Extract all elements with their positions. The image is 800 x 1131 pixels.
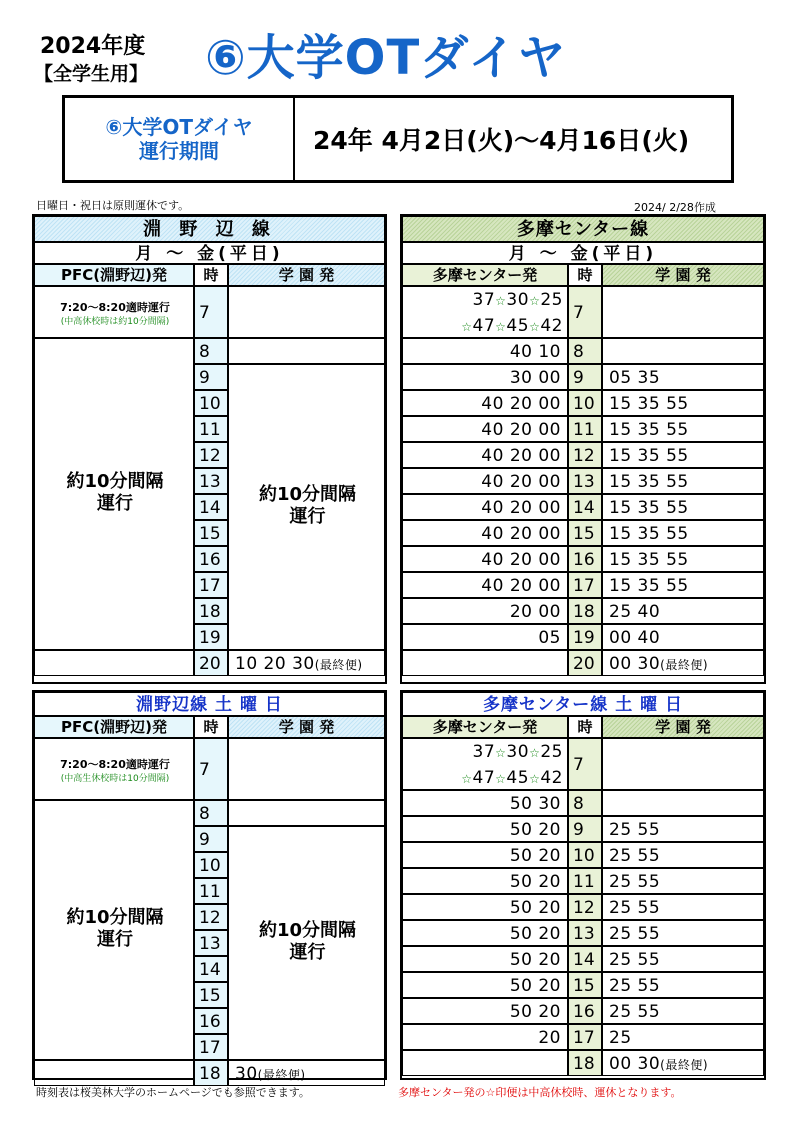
to-times: 15 35 55 <box>609 498 689 518</box>
to-times: 15 35 55 <box>609 550 689 570</box>
hour-cell: 14 <box>194 494 228 520</box>
hour-cell: 12 <box>568 442 602 468</box>
from-cell: 50 20 <box>402 842 568 868</box>
period-label-line1: ⑥大学OTダイヤ <box>105 115 253 139</box>
to-times: 25 55 <box>609 820 661 840</box>
to-times: 25 55 <box>609 898 661 918</box>
to-cell <box>602 390 764 416</box>
interval-line2: 運行 <box>289 942 326 963</box>
from-cell: 50 20 <box>402 920 568 946</box>
rush-note: (中高生休校時は10分間隔) <box>60 774 170 784</box>
hour-cell: 13 <box>568 920 602 946</box>
hour-cell: 15 <box>568 520 602 546</box>
day-title: 月 ～ 金(平日) <box>402 242 764 264</box>
line-title: 多摩センター線 <box>402 216 764 242</box>
from-times-b: ☆47☆45☆42 <box>461 316 563 336</box>
to-times: 25 40 <box>609 602 661 622</box>
rush-text: 7:20～8:20適時運行 <box>60 758 170 771</box>
hour-cell: 8 <box>194 800 228 826</box>
col-hour-header: 時 <box>194 716 228 738</box>
from-cell: 50 20 <box>402 946 568 972</box>
hour-cell: 17 <box>194 572 228 598</box>
last-note: (最終便) <box>660 1058 709 1072</box>
hour-cell: 14 <box>568 946 602 972</box>
from-cell: 50 30 <box>402 790 568 816</box>
col-from-header: 多摩センター発 <box>402 264 568 286</box>
to-blank-7 <box>228 286 385 338</box>
saturday-title: 多摩センター線 土 曜 日 <box>402 692 764 716</box>
hour-cell: 18 <box>568 598 602 624</box>
line-title: 淵 野 辺 線 <box>34 216 385 242</box>
to-times: 15 35 55 <box>609 446 689 466</box>
hour-cell: 10 <box>194 390 228 416</box>
to-times: 25 55 <box>609 924 661 944</box>
fuchinobe-saturday-panel <box>32 690 387 1084</box>
hour-cell: 9 <box>568 816 602 842</box>
hour-cell: 17 <box>194 1034 228 1060</box>
hour-cell: 16 <box>194 1008 228 1034</box>
period-value: 24年 4月2日(火)～4月16日(火) <box>313 126 690 155</box>
to-cell <box>602 624 764 650</box>
hour-cell: 16 <box>568 546 602 572</box>
footer-note-left: 時刻表は桜美林大学のホームページでも参照できます。 <box>36 1086 310 1099</box>
from-last-row <box>34 650 194 676</box>
hour-cell: 15 <box>194 520 228 546</box>
to-times: 15 35 55 <box>609 394 689 414</box>
to-times: 00 30 <box>609 654 661 674</box>
to-cell <box>602 842 764 868</box>
from-cell: 50 20 <box>402 972 568 998</box>
to-times: 25 55 <box>609 846 661 866</box>
from-cell: 40 20 00 <box>402 494 568 520</box>
from-cell: 40 20 00 <box>402 468 568 494</box>
hour-cell: 11 <box>194 878 228 904</box>
interval-line1: 約10分間隔 <box>66 907 164 928</box>
from-times-b: ☆47☆45☆42 <box>461 768 563 788</box>
hour-cell: 15 <box>194 982 228 1008</box>
to-times: 15 35 55 <box>609 472 689 492</box>
to-times: 15 35 55 <box>609 420 689 440</box>
hour-cell: 7 <box>194 738 228 800</box>
from-times-a: 37☆30☆25 <box>472 290 563 310</box>
from-cell: 40 20 00 <box>402 416 568 442</box>
to-cell <box>602 416 764 442</box>
to-cell <box>602 338 764 364</box>
col-hour-header: 時 <box>568 264 602 286</box>
to-cell <box>602 598 764 624</box>
from-cell: 50 20 <box>402 894 568 920</box>
created-date: 2024/ 2/28作成 <box>634 201 716 214</box>
from-cell: 50 20 <box>402 998 568 1024</box>
col-to-header: 学 園 発 <box>228 264 385 286</box>
to-times: 05 35 <box>609 368 661 388</box>
to-times: 15 35 55 <box>609 576 689 596</box>
hour-cell: 13 <box>194 930 228 956</box>
hour-cell: 18 <box>194 1060 228 1086</box>
from-cell: 40 20 00 <box>402 390 568 416</box>
from-cell: 50 20 <box>402 816 568 842</box>
page-title: ⑥大学OTダイヤ <box>205 30 567 86</box>
from-cell <box>402 1050 568 1076</box>
footer-note-right: 多摩センター発の☆印便は中高休校時、運休となります。 <box>398 1086 682 1099</box>
interval-line1: 約10分間隔 <box>258 484 357 505</box>
rush-note: (中高休校時は約10分間隔) <box>60 317 170 327</box>
from-cell: 40 10 <box>402 338 568 364</box>
to-interval-block <box>228 826 385 1060</box>
col-from-header: PFC(淵野辺)発 <box>34 716 194 738</box>
hour-cell: 13 <box>194 468 228 494</box>
hour-cell: 12 <box>194 442 228 468</box>
col-to-header: 学 園 発 <box>228 716 385 738</box>
to-cell <box>602 286 764 338</box>
to-times: 25 55 <box>609 872 661 892</box>
tama-saturday-panel <box>400 690 766 1080</box>
hour-cell: 7 <box>568 286 602 338</box>
to-times: 25 <box>609 1028 632 1048</box>
hour-cell: 8 <box>194 338 228 364</box>
to-cell <box>602 1024 764 1050</box>
hour-cell: 18 <box>194 598 228 624</box>
hour-cell: 12 <box>194 904 228 930</box>
hour-cell: 9 <box>194 364 228 390</box>
from-cell: 50 20 <box>402 868 568 894</box>
from-interval-block <box>34 338 194 650</box>
day-title: 月 ～ 金(平日) <box>34 242 385 264</box>
rush-text: 7:20～8:20適時運行 <box>60 301 170 314</box>
from-cell <box>402 286 568 338</box>
hour-cell: 11 <box>568 416 602 442</box>
to-cell <box>602 364 764 390</box>
interval-line1: 約10分間隔 <box>66 471 164 492</box>
hour-cell: 9 <box>194 826 228 852</box>
hour-cell: 13 <box>568 468 602 494</box>
tama-weekday-panel <box>400 214 766 684</box>
to-times: 00 40 <box>609 628 661 648</box>
hour-cell: 14 <box>568 494 602 520</box>
to-blank-8 <box>228 800 385 826</box>
hour-cell: 11 <box>194 416 228 442</box>
hour-cell: 15 <box>568 972 602 998</box>
header-year: 2024年度 <box>40 34 146 59</box>
from-cell: 30 00 <box>402 364 568 390</box>
to-times: 15 35 55 <box>609 524 689 544</box>
rush-block <box>34 286 194 338</box>
hour-cell: 9 <box>568 364 602 390</box>
to-cell <box>602 998 764 1024</box>
from-cell: 40 20 00 <box>402 546 568 572</box>
to-times: 25 55 <box>609 976 661 996</box>
hour-cell: 7 <box>194 286 228 338</box>
last-times: 10 20 30 <box>235 654 315 674</box>
to-cell <box>602 1050 764 1076</box>
interval-line2: 運行 <box>97 929 133 950</box>
col-to-header: 学 園 発 <box>602 716 764 738</box>
hour-cell: 17 <box>568 572 602 598</box>
to-cell <box>602 790 764 816</box>
period-label-line2: 運行期間 <box>139 139 219 163</box>
period-box <box>62 95 734 183</box>
from-cell <box>402 738 568 790</box>
interval-line1: 約10分間隔 <box>258 920 357 941</box>
last-note: (最終便) <box>257 1068 306 1082</box>
hour-cell: 18 <box>568 1050 602 1076</box>
to-cell <box>602 946 764 972</box>
to-cell <box>602 442 764 468</box>
from-cell: 40 20 00 <box>402 520 568 546</box>
to-times: 25 55 <box>609 950 661 970</box>
from-last-row <box>34 1060 194 1086</box>
fuchinobe-weekday-panel <box>32 214 387 684</box>
hour-cell: 10 <box>568 390 602 416</box>
hour-cell: 20 <box>568 650 602 676</box>
hour-cell: 19 <box>568 624 602 650</box>
to-cell <box>602 868 764 894</box>
col-hour-header: 時 <box>194 264 228 286</box>
to-cell <box>602 572 764 598</box>
to-cell <box>602 738 764 790</box>
hour-cell: 11 <box>568 868 602 894</box>
to-cell <box>602 546 764 572</box>
col-to-header: 学 園 発 <box>602 264 764 286</box>
rush-block <box>34 738 194 800</box>
col-from-header: PFC(淵野辺)発 <box>34 264 194 286</box>
from-times-a: 37☆30☆25 <box>472 742 563 762</box>
hour-cell: 8 <box>568 338 602 364</box>
hour-cell: 20 <box>194 650 228 676</box>
from-cell: 20 00 <box>402 598 568 624</box>
to-last-row <box>228 1060 385 1086</box>
hour-cell: 12 <box>568 894 602 920</box>
from-cell: 40 20 00 <box>402 442 568 468</box>
hour-cell: 8 <box>568 790 602 816</box>
to-blank-7 <box>228 738 385 800</box>
saturday-title: 淵野辺線 土 曜 日 <box>34 692 385 716</box>
last-note: (最終便) <box>314 658 363 672</box>
from-cell: 20 <box>402 1024 568 1050</box>
interval-line2: 運行 <box>289 506 326 527</box>
hour-cell: 14 <box>194 956 228 982</box>
col-hour-header: 時 <box>568 716 602 738</box>
from-cell <box>402 650 568 676</box>
to-cell <box>602 650 764 676</box>
from-cell: 05 <box>402 624 568 650</box>
from-interval-block <box>34 800 194 1060</box>
hour-cell: 16 <box>568 998 602 1024</box>
hour-cell: 7 <box>568 738 602 790</box>
to-times: 25 55 <box>609 1002 661 1022</box>
to-cell <box>602 520 764 546</box>
col-from-header: 多摩センター発 <box>402 716 568 738</box>
to-cell <box>602 494 764 520</box>
hour-cell: 10 <box>194 852 228 878</box>
header-audience: 【全学生用】 <box>34 63 149 85</box>
period-label <box>65 98 295 180</box>
holiday-note: 日曜日・祝日は原則運休です。 <box>36 199 190 212</box>
hour-cell: 16 <box>194 546 228 572</box>
to-blank-8 <box>228 338 385 364</box>
last-times: 30 <box>235 1064 258 1084</box>
to-interval-block <box>228 364 385 650</box>
to-cell <box>602 920 764 946</box>
last-note: (最終便) <box>660 658 709 672</box>
from-cell: 40 20 00 <box>402 572 568 598</box>
to-cell <box>602 894 764 920</box>
to-cell <box>602 468 764 494</box>
interval-line2: 運行 <box>97 493 133 514</box>
hour-cell: 17 <box>568 1024 602 1050</box>
hour-cell: 10 <box>568 842 602 868</box>
hour-cell: 19 <box>194 624 228 650</box>
to-last-row <box>228 650 385 676</box>
to-times: 00 30 <box>609 1054 661 1074</box>
to-cell <box>602 972 764 998</box>
to-cell <box>602 816 764 842</box>
